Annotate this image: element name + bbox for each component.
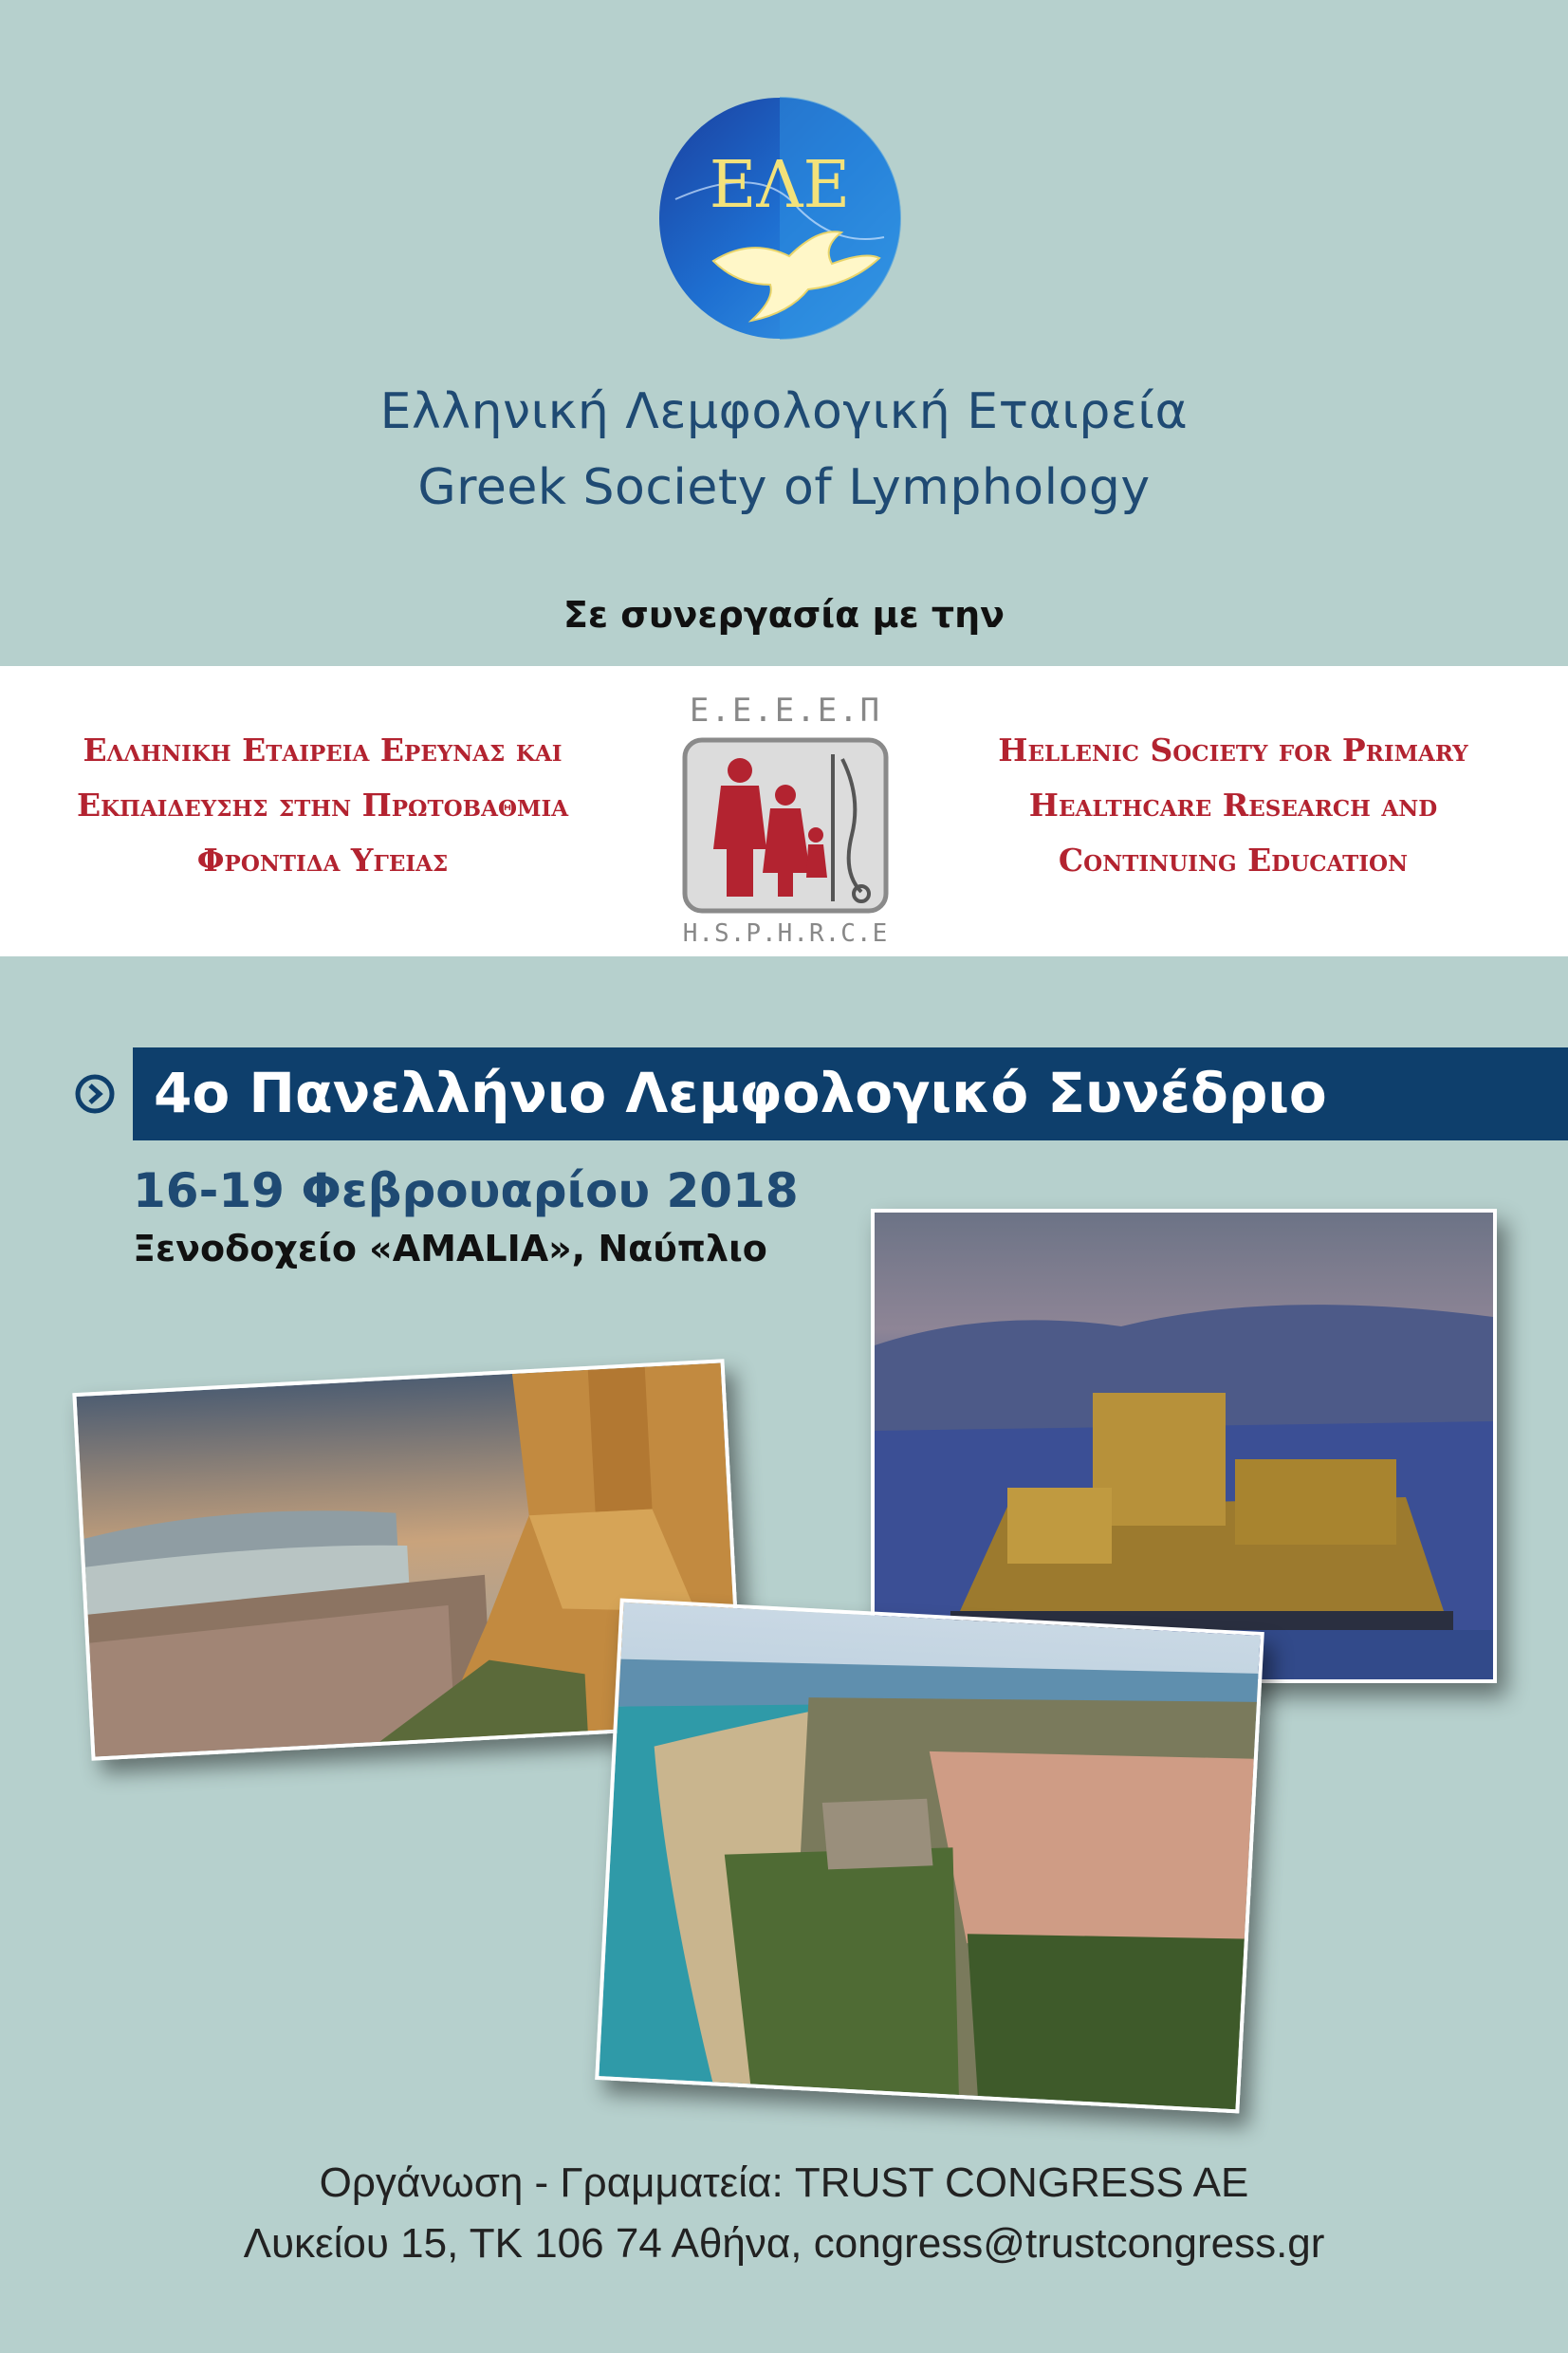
congress-title-bar	[133, 1047, 1568, 1140]
partner-logo-en-text: H.S.P.H.R.C.E	[682, 919, 889, 948]
society-name-greek: Ελληνική Λεμφολογική Εταιρεία	[379, 383, 1189, 440]
footer-organization: Οργάνωση - Γραμματεία: TRUST CONGRESS AE	[319, 2159, 1249, 2206]
partner-logo	[672, 683, 899, 949]
photo-coast-aerial	[595, 1599, 1264, 2114]
partner-en-line: Hellenic Society for Primary	[998, 732, 1468, 769]
partner-gr-line: Εκπαιδευσης στην Πρωτοβαθμια	[76, 787, 569, 824]
congress-title: 4ο Πανελλήνιο Λεμφολογικό Συνέδριο	[154, 1061, 1327, 1125]
partner-name-english	[949, 723, 1518, 888]
chevron-right-circle-icon	[74, 1073, 116, 1115]
partner-name-greek	[38, 723, 607, 888]
society-name-english: Greek Society of Lymphology	[417, 459, 1151, 516]
collaboration-text: Σε συνεργασία με την	[563, 594, 1005, 636]
partner-en-line: Continuing Education	[1058, 842, 1409, 879]
partner-logo-gr-text: Ε.Ε.Ε.Ε.Π	[689, 692, 882, 730]
congress-venue: Ξενοδοχείο «AMALIA», Ναύπλιο	[133, 1228, 767, 1269]
partner-gr-line: Ελληνικη Εταιρεια Ερευνας και	[83, 732, 563, 769]
footer-address: Λυκείου 15, ΤΚ 106 74 Αθήνα, congress@trustcongress.gr	[243, 2220, 1325, 2267]
congress-dates: 16-19 Φεβρουαρίου 2018	[133, 1163, 799, 1218]
partner-gr-line: Φροντιδα Υγειας	[196, 842, 449, 879]
society-logo	[647, 95, 913, 342]
partner-en-line: Healthcare Research and	[1028, 787, 1438, 824]
logo-text: ΕΛΕ	[709, 148, 851, 223]
partner-band	[0, 666, 1568, 956]
photo-fortress-sea	[871, 1209, 1497, 1683]
